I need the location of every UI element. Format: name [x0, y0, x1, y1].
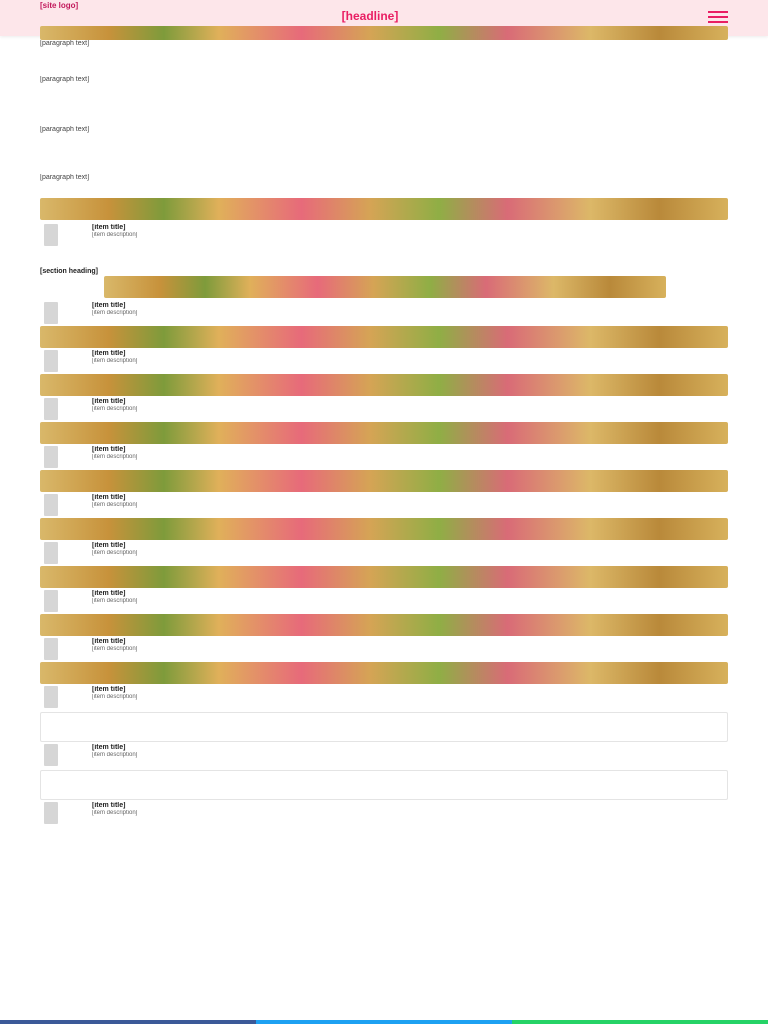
item-thumbnail — [44, 686, 58, 708]
item-image — [40, 470, 728, 492]
item-description: [item description] — [92, 454, 138, 460]
item-image — [40, 326, 728, 348]
item-title: [item title] — [92, 590, 126, 597]
list-item[interactable] — [40, 350, 728, 372]
item-title: [item title] — [92, 542, 126, 549]
item-image — [40, 374, 728, 396]
ad-placeholder — [40, 770, 728, 800]
item-description: [item description] — [92, 598, 138, 604]
list-item[interactable] — [40, 744, 728, 766]
item-title: [item title] — [92, 638, 126, 645]
hero-image — [40, 26, 728, 40]
item-title: [item title] — [92, 350, 126, 357]
item-description: [item description] — [92, 406, 138, 412]
item-thumbnail — [44, 542, 58, 564]
item-image — [40, 422, 728, 444]
site-logo[interactable]: [site logo] — [40, 2, 79, 10]
item-thumbnail — [44, 638, 58, 660]
item-description: [item description] — [92, 694, 138, 700]
list-item[interactable] — [40, 802, 728, 824]
body-paragraph: [paragraph text] — [40, 174, 90, 181]
list-item[interactable] — [40, 398, 728, 420]
item-description: [item description] — [92, 310, 138, 316]
item-image — [40, 662, 728, 684]
twitter-share-icon[interactable] — [256, 1020, 512, 1024]
item-image — [40, 614, 728, 636]
item-description: [item description] — [92, 550, 138, 556]
item-thumbnail — [44, 350, 58, 372]
facebook-share-icon[interactable] — [0, 1020, 256, 1024]
page-headline: [headline] — [341, 10, 399, 23]
list-item[interactable] — [40, 590, 728, 612]
item-title: [item title] — [92, 302, 126, 309]
share-bar[interactable] — [0, 1020, 768, 1024]
intro-paragraph: [paragraph text] — [40, 40, 90, 47]
list-item[interactable] — [40, 542, 728, 564]
item-thumbnail — [44, 302, 58, 324]
item-description: [item description] — [92, 232, 138, 238]
item-title: [item title] — [92, 224, 126, 231]
section-image — [104, 276, 666, 298]
item-description: [item description] — [92, 358, 138, 364]
item-thumbnail — [44, 446, 58, 468]
item-title: [item title] — [92, 446, 126, 453]
featured-image — [40, 198, 728, 220]
item-image — [40, 518, 728, 540]
list-item[interactable] — [40, 638, 728, 660]
list-item[interactable] — [40, 224, 728, 246]
body-paragraph: [paragraph text] — [40, 76, 90, 83]
item-title: [item title] — [92, 744, 126, 751]
item-thumbnail — [44, 744, 58, 766]
body-paragraph: [paragraph text] — [40, 126, 90, 133]
item-description: [item description] — [92, 502, 138, 508]
list-item[interactable] — [40, 446, 728, 468]
item-title: [item title] — [92, 802, 126, 809]
item-title: [item title] — [92, 398, 126, 405]
hamburger-menu-icon[interactable] — [708, 8, 728, 24]
whatsapp-share-icon[interactable] — [512, 1020, 768, 1024]
item-title: [item title] — [92, 686, 126, 693]
item-thumbnail — [44, 494, 58, 516]
list-item[interactable] — [40, 302, 728, 324]
list-item[interactable] — [40, 686, 728, 708]
item-thumbnail — [44, 224, 58, 246]
ad-placeholder — [40, 712, 728, 742]
item-description: [item description] — [92, 646, 138, 652]
article — [40, 26, 728, 824]
item-thumbnail — [44, 398, 58, 420]
item-thumbnail — [44, 802, 58, 824]
item-image — [40, 566, 728, 588]
list-item[interactable] — [40, 494, 728, 516]
item-description: [item description] — [92, 810, 138, 816]
item-description: [item description] — [92, 752, 138, 758]
section-heading: [section heading] — [40, 268, 98, 275]
item-title: [item title] — [92, 494, 126, 501]
item-thumbnail — [44, 590, 58, 612]
